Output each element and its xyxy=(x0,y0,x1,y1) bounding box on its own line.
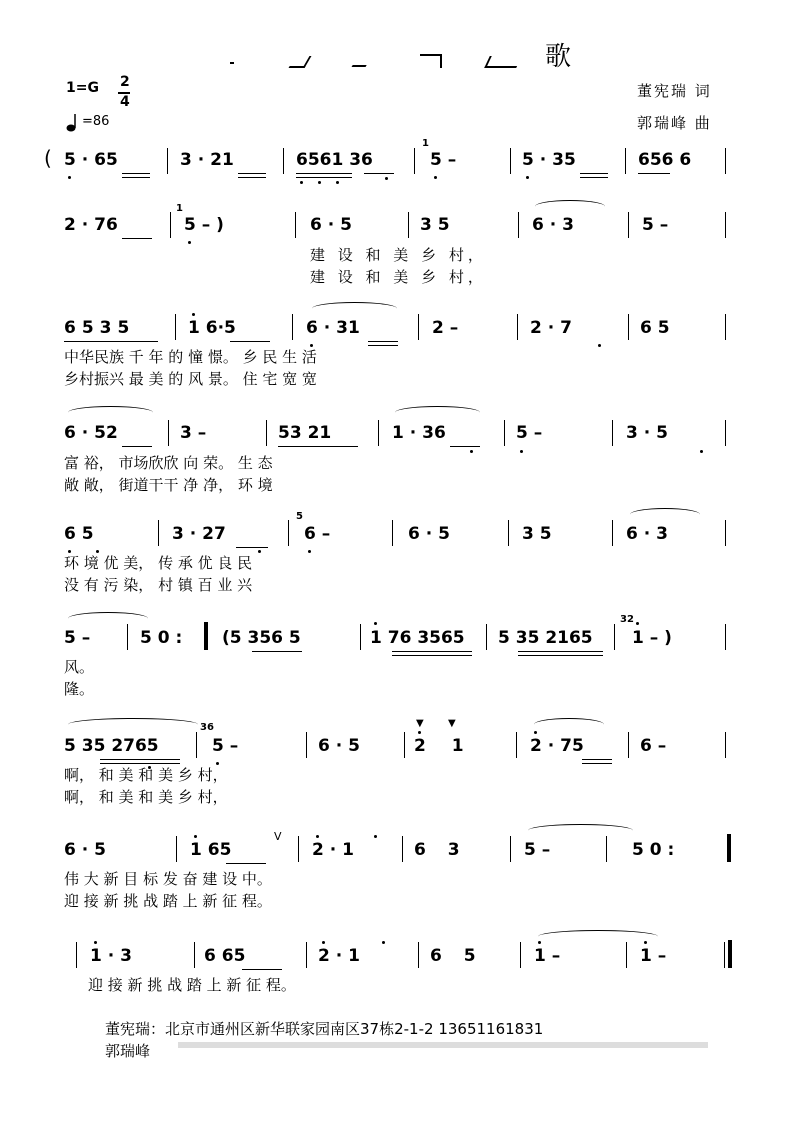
note-group: 6 5 xyxy=(640,318,670,338)
grace-note: 32 xyxy=(620,614,634,625)
grace-note: 1 xyxy=(422,138,429,149)
grace-note: 36 xyxy=(200,722,214,733)
note-group: 5 – xyxy=(516,423,543,443)
slur xyxy=(395,406,480,419)
note-group: 6 5 xyxy=(64,524,94,544)
bar-line xyxy=(402,836,403,862)
note-group: 6535 xyxy=(64,318,136,338)
low-dot xyxy=(336,181,339,184)
high-dot xyxy=(534,731,537,734)
footer-contact-1: 董宪瑞：北京市通州区新华联家园南区37栋2-1-2 13651161831 xyxy=(105,1020,544,1038)
high-dot xyxy=(94,941,97,944)
underline xyxy=(230,341,270,342)
bar-line xyxy=(628,212,629,238)
low-dot xyxy=(520,450,523,453)
note-group: 6 5 xyxy=(430,946,484,966)
lyric-line: 建 设 和 美 乡 村， xyxy=(310,246,487,264)
low-dot xyxy=(434,176,437,179)
underline xyxy=(122,238,152,239)
slur xyxy=(630,508,700,521)
note-group: 5 · 35 xyxy=(522,150,576,170)
title-stroke xyxy=(352,55,373,67)
underline xyxy=(100,759,180,760)
underline xyxy=(242,969,282,970)
underline xyxy=(392,655,472,656)
bar-line xyxy=(510,836,511,862)
note-group: 5 · 65 xyxy=(64,150,118,170)
title-fragment: 歌 xyxy=(545,42,572,72)
note-group: 6 – xyxy=(640,736,667,756)
bar-line xyxy=(306,942,307,968)
underline xyxy=(580,173,608,174)
open-paren: ( xyxy=(44,146,52,170)
high-dot xyxy=(644,941,647,944)
bar-line xyxy=(167,148,168,174)
bar-line xyxy=(628,732,629,758)
low-dot xyxy=(68,176,71,179)
underline xyxy=(296,173,352,174)
high-dot xyxy=(538,941,541,944)
bar-line xyxy=(288,520,289,546)
note-group: (5 356 5 xyxy=(222,628,301,648)
bar-line xyxy=(606,836,607,862)
underline xyxy=(368,341,398,342)
bar-line xyxy=(418,942,419,968)
bar-line xyxy=(612,420,613,446)
lyric-line: 中华民族 千 年 的 憧 憬。 乡 民 生 活 xyxy=(64,348,317,366)
bar-line xyxy=(725,624,726,650)
note-group: 656 6 xyxy=(638,150,692,170)
slur xyxy=(535,200,605,213)
lyric-line: 环 境 优 美， 传 承 优 良 民 xyxy=(64,554,253,572)
note-group: 1 – xyxy=(640,946,667,966)
high-dot xyxy=(194,835,197,838)
note-group: 6 · 31 xyxy=(306,318,360,338)
bar-line xyxy=(298,836,299,862)
bar-line xyxy=(170,212,171,238)
bar-line xyxy=(517,314,518,340)
lyric-line: 迎 接 新 挑 战 踏 上 新 征 程。 xyxy=(64,892,272,910)
bar-line xyxy=(614,624,615,650)
note-group: 2 1 xyxy=(414,736,474,756)
bar-line xyxy=(306,732,307,758)
low-dot xyxy=(300,181,303,184)
note-group: 5 – xyxy=(430,150,457,170)
bar-line xyxy=(168,420,169,446)
note-group: 5 – xyxy=(642,215,669,235)
note-group: 5 – xyxy=(212,736,239,756)
bar-line xyxy=(510,148,511,174)
slur xyxy=(68,406,153,419)
low-dot xyxy=(188,241,191,244)
note-group: 5 – xyxy=(524,840,551,860)
low-dot xyxy=(318,181,321,184)
time-signature-top: 2 xyxy=(120,74,130,90)
note-group: 5 0 : xyxy=(632,840,675,860)
bar-line xyxy=(76,942,77,968)
lyric-line: 啊， 和 美 和 美 乡 村， xyxy=(64,766,228,784)
note-group: 5 – xyxy=(64,628,91,648)
high-dot xyxy=(374,835,377,838)
note-group: 3 – xyxy=(180,423,207,443)
note-group: 5 0 : xyxy=(140,628,183,648)
bar-line xyxy=(625,148,626,174)
bar-line xyxy=(176,836,177,862)
note-group: 5 35 2165 xyxy=(498,628,593,648)
slur xyxy=(68,612,148,625)
note-group: 2 · 76 xyxy=(64,215,118,235)
bar-line xyxy=(378,420,379,446)
bar-line xyxy=(725,314,726,340)
bar-line xyxy=(628,314,629,340)
underline xyxy=(64,341,158,342)
key-signature: 1=G xyxy=(66,80,99,96)
bar-line xyxy=(725,420,726,446)
high-dot xyxy=(636,622,639,625)
accent-icon: ▼ xyxy=(448,718,456,729)
low-dot xyxy=(526,176,529,179)
underline xyxy=(122,173,150,174)
bar-line xyxy=(725,732,726,758)
lyric-line: 富 裕， 市场欣欣 向 荣。 生 态 xyxy=(64,454,273,472)
note-group: 2 · 1 xyxy=(318,946,360,966)
footer-contact-2: 郭瑞峰 xyxy=(105,1042,151,1060)
note-group: 3 · 27 xyxy=(172,524,226,544)
note-group: 6 · 52 xyxy=(64,423,118,443)
note-group: 1 – xyxy=(534,946,561,966)
underline xyxy=(582,759,612,760)
note-group: 6561 36 xyxy=(296,150,373,170)
bar-line xyxy=(158,520,159,546)
bar-line xyxy=(283,148,284,174)
note-group: 5 35 2765 xyxy=(64,736,159,756)
low-dot xyxy=(598,344,601,347)
underline xyxy=(238,177,266,178)
note-group: 3 5 xyxy=(420,215,450,235)
underline xyxy=(364,173,394,174)
note-group: 2 · 1 xyxy=(312,840,354,860)
underline xyxy=(368,345,398,346)
lyric-line: 建 设 和 美 乡 村， xyxy=(310,268,487,286)
lyric-line: 风。 xyxy=(64,658,95,676)
bar-line xyxy=(520,942,521,968)
bar-line xyxy=(292,314,293,340)
lyric-line: 啊， 和 美 和 美 乡 村， xyxy=(64,788,228,806)
lyricist: 董宪瑞 词 xyxy=(637,82,712,100)
note-group: 6 · 3 xyxy=(532,215,574,235)
underline xyxy=(238,173,266,174)
title-stroke xyxy=(230,62,234,64)
bar-line xyxy=(725,148,726,174)
note-group: 2 – xyxy=(432,318,459,338)
bar-line xyxy=(418,314,419,340)
lyric-line: 迎 接 新 挑 战 踏 上 新 征 程。 xyxy=(88,976,296,994)
note-group: 1 6·5 xyxy=(188,318,236,338)
note-group: 6 · 5 xyxy=(310,215,352,235)
underline xyxy=(518,651,603,652)
bar-line xyxy=(414,148,415,174)
note-group: 6 · 5 xyxy=(318,736,360,756)
note-group: 6 65 xyxy=(204,946,246,966)
slur xyxy=(68,718,198,731)
low-dot xyxy=(308,550,311,553)
bar-line xyxy=(725,212,726,238)
underline xyxy=(278,446,358,447)
high-dot xyxy=(382,941,385,944)
note-group: 3 5 xyxy=(522,524,552,544)
high-dot xyxy=(192,313,195,316)
repeat-bar xyxy=(204,622,208,650)
low-dot xyxy=(258,550,261,553)
high-dot xyxy=(418,731,421,734)
bar-line xyxy=(486,624,487,650)
note-group: 53 21 xyxy=(278,423,332,443)
low-dot xyxy=(700,450,703,453)
underline xyxy=(252,651,302,652)
breath-mark-icon: V xyxy=(274,830,282,843)
underline xyxy=(122,177,150,178)
title-stroke xyxy=(420,54,442,68)
note-group: 1 – ) xyxy=(632,628,672,648)
note-group: 6 · 5 xyxy=(408,524,450,544)
high-dot xyxy=(374,622,377,625)
underline xyxy=(392,651,472,652)
bar-line xyxy=(295,212,296,238)
composer: 郭瑞峰 曲 xyxy=(637,114,712,132)
bar-line xyxy=(408,212,409,238)
underline xyxy=(450,446,480,447)
bar-line xyxy=(175,314,176,340)
high-dot xyxy=(322,941,325,944)
grace-note: 5 xyxy=(296,511,303,522)
bar-line xyxy=(508,520,509,546)
underline xyxy=(296,177,352,178)
low-dot xyxy=(385,177,388,180)
high-dot xyxy=(316,835,319,838)
note-group: 1 76 3565 xyxy=(370,628,465,648)
note-group: 2 · 75 xyxy=(530,736,584,756)
bar-line xyxy=(612,520,613,546)
quarter-note-icon xyxy=(66,113,80,137)
bar-line xyxy=(516,732,517,758)
bar-line xyxy=(392,520,393,546)
underline xyxy=(638,173,670,174)
bar-line xyxy=(504,420,505,446)
bar-line xyxy=(266,420,267,446)
title-stroke xyxy=(484,56,522,68)
bar-line xyxy=(194,942,195,968)
lyric-line: 敞 敞， 街道干干 净 净， 环 境 xyxy=(64,476,273,494)
accent-icon: ▼ xyxy=(416,718,424,729)
slur xyxy=(534,718,604,731)
bar-line xyxy=(724,942,725,968)
tempo: =86 xyxy=(82,114,110,129)
repeat-bar xyxy=(727,834,731,862)
underline xyxy=(122,446,152,447)
slur xyxy=(528,824,633,837)
note-group: 2 · 7 xyxy=(530,318,572,338)
lyric-line: 乡村振兴 最 美 的 风 景。 住 宅 宽 宽 xyxy=(64,370,317,388)
slur xyxy=(538,930,658,943)
bar-line xyxy=(360,624,361,650)
underline xyxy=(580,177,608,178)
cut-off-text xyxy=(178,1042,708,1056)
bar-line xyxy=(196,732,197,758)
note-group: 3 · 5 xyxy=(626,423,668,443)
grace-note: 1 xyxy=(176,203,183,214)
time-signature-bottom: 4 xyxy=(120,94,130,110)
bar-line xyxy=(127,624,128,650)
bar-line xyxy=(404,732,405,758)
bar-line xyxy=(626,942,627,968)
note-group: 6 · 5 xyxy=(64,840,106,860)
underline xyxy=(226,863,266,864)
note-group: 6 3 xyxy=(414,840,468,860)
lyric-line: 没 有 污 染， 村 镇 百 业 兴 xyxy=(64,576,253,594)
underline xyxy=(582,763,612,764)
bar-line xyxy=(725,520,726,546)
note-group: 3 · 21 xyxy=(180,150,234,170)
bar-line xyxy=(518,212,519,238)
title-stroke xyxy=(289,56,312,68)
note-group: 6 – xyxy=(304,524,331,544)
lyric-line: 伟 大 新 目 标 发 奋 建 设 中。 xyxy=(64,870,272,888)
note-group: 1 · 3 xyxy=(90,946,132,966)
final-bar xyxy=(728,940,732,968)
low-dot xyxy=(470,450,473,453)
underline xyxy=(236,547,268,548)
lyric-line: 隆。 xyxy=(64,680,95,698)
underline xyxy=(518,655,603,656)
note-group: 1 · 36 xyxy=(392,423,446,443)
slur xyxy=(312,302,397,315)
note-group: 6 · 3 xyxy=(626,524,668,544)
note-group: 1 65 xyxy=(190,840,232,860)
note-group: 5 – ) xyxy=(184,215,224,235)
